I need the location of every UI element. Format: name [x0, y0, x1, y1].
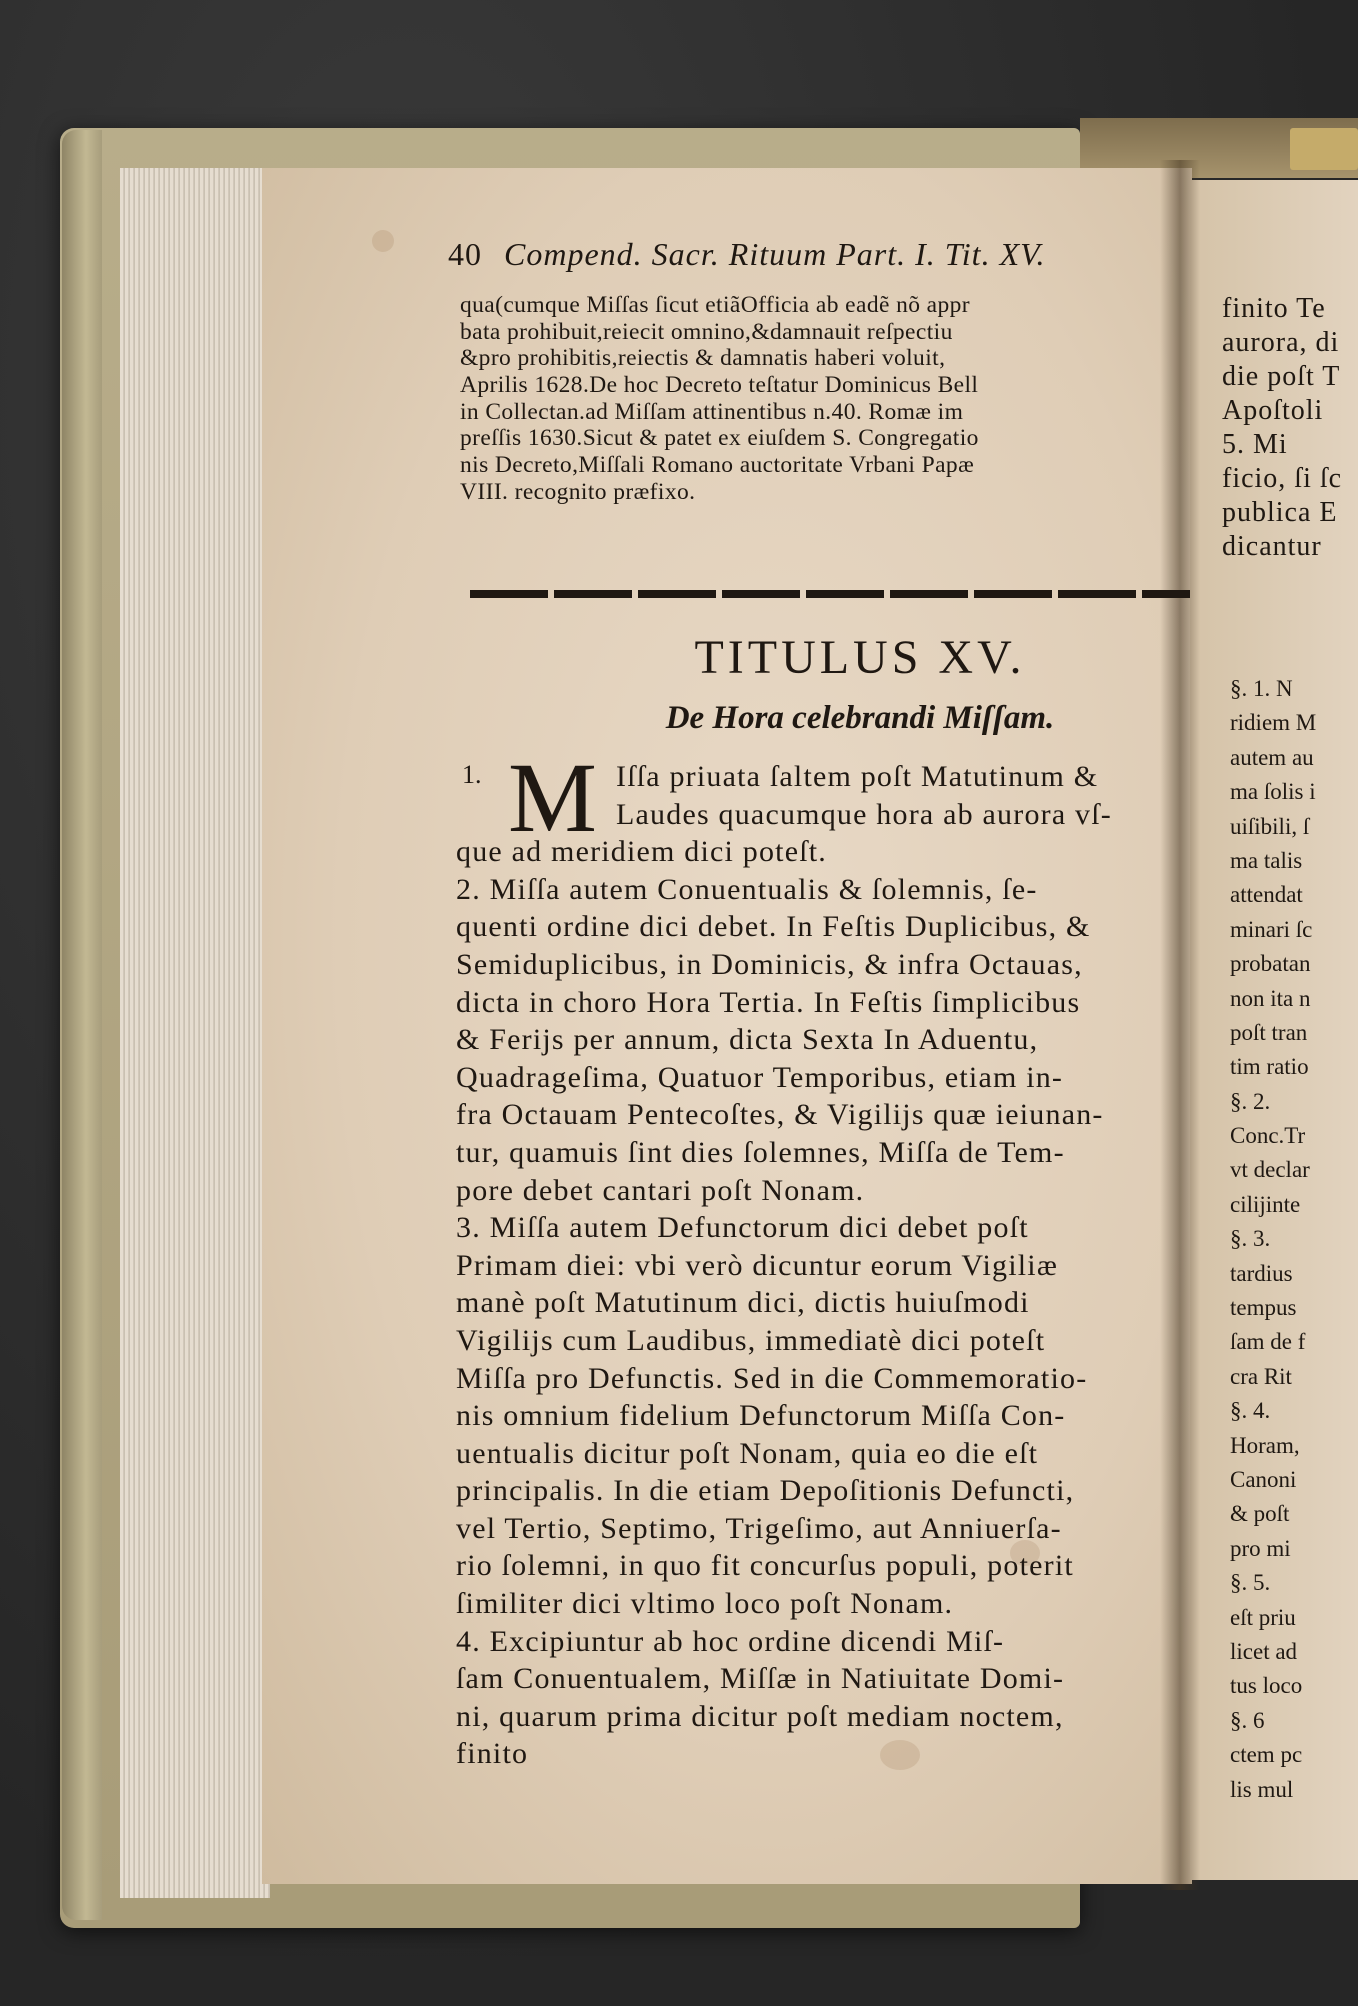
text-line: die poſt T [1222, 361, 1341, 392]
text-line: Semiduplicibus, in Dominicis, & infra Octauas, [456, 947, 1083, 981]
text-line: & Ferijs per annum, dicta Sexta In Aduentu, [456, 1023, 1039, 1057]
text-line: nis Decreto,Miſſali Romano auctoritate Vrbani Papæ [460, 452, 975, 479]
text-line: tempus [1230, 1295, 1297, 1321]
paragraph-number: 1. [462, 760, 482, 789]
text-line: §. 6 [1230, 1707, 1265, 1733]
text-line: ctem pc [1230, 1742, 1303, 1768]
text-line: VIII. recognito præfixo. [460, 478, 696, 505]
text-line: pore debet cantari poſt Nonam. [456, 1173, 865, 1207]
text-line: vel Tertio, Septimo, Trigeſimo, aut Anniuerſa- [456, 1511, 1062, 1545]
main-text [456, 758, 1186, 1773]
text-line: Primam diei: vbi verò dicuntur eorum Vigiliæ [456, 1248, 1059, 1282]
text-line: minari ſc [1230, 916, 1313, 942]
text-line: Miſſa pro Defunctis. Sed in die Commemoratio- [456, 1361, 1088, 1395]
text-line: tim ratio [1230, 1054, 1309, 1080]
text-line: §. 1. N [1230, 676, 1293, 701]
text-line: fra Octauam Pentecoſtes, & Vigilijs quæ ieiunan- [456, 1098, 1104, 1132]
text-line: ma talis [1230, 847, 1303, 873]
text-line: ſam Conuentualem, Miſſæ in Natiuitate Domi- [456, 1662, 1065, 1696]
text-line: tur, quamuis ſint dies ſolemnes, Miſſa de Tem- [456, 1135, 1065, 1169]
text-line: uiſibili, ſ [1230, 813, 1310, 839]
text-line: licet ad [1230, 1638, 1298, 1664]
text-line: publica E [1222, 497, 1338, 528]
text-line: eſt priu [1230, 1604, 1296, 1630]
section-divider [470, 590, 1190, 598]
text-line: probatan [1230, 951, 1311, 977]
section-subtitle: De Hora celebrandi Miſſam. [665, 700, 1055, 736]
text-line: & poſt [1230, 1501, 1290, 1527]
text-line: finito [456, 1737, 529, 1771]
text-line: §. 3. [1230, 1226, 1271, 1252]
text-line: 2. Miſſa autem Conuentualis & ſolemnis, ſe- [456, 872, 1038, 906]
text-line: §. 2. [1230, 1088, 1271, 1114]
text-line: cilijinte [1230, 1191, 1301, 1217]
text-line: §. 4. [1230, 1398, 1271, 1424]
text-line: 5. Mi [1222, 429, 1288, 460]
text-line: ridiem M [1230, 710, 1317, 736]
section-title: TITULUS XV. [694, 631, 1026, 684]
book-spine-edge [62, 130, 102, 1920]
text-line: Canoni [1230, 1466, 1297, 1492]
text-line: Laudes quacumque hora ab aurora vſ- [616, 797, 1112, 831]
spine-label [1290, 128, 1358, 170]
foxing-spot [372, 230, 394, 252]
text-line: quenti ordine dici debet. In Feſtis Duplicibus, & [456, 910, 1091, 944]
text-line: dicantur [1222, 531, 1322, 562]
text-line: nis omnium fidelium Defunctorum Miſſa Con- [456, 1399, 1066, 1433]
text-line: preſſis 1630.Sicut & patet ex eiuſdem S. Congregatio [460, 425, 979, 452]
page-edges [120, 168, 270, 1898]
text-line: lis mul [1230, 1776, 1294, 1802]
text-line: &pro prohibitis,reiectis & damnatis haberi voluit, [460, 345, 946, 372]
text-line: Vigilijs cum Laudibus, immediatè dici poteſt [456, 1323, 1046, 1357]
text-line: qua(cumque Miſſas ſicut etiãOfficia ab eadẽ nõ appr [460, 292, 971, 318]
running-head [448, 236, 1148, 280]
text-line: aurora, di [1222, 327, 1340, 358]
text-line: bata prohibuit,reiecit omnino,&damnauit reſpectiu [460, 318, 953, 345]
running-head-title: Compend. Sacr. Rituum Part. I. Tit. XV. [504, 236, 1046, 272]
right-page-bottom-text [1230, 672, 1358, 1807]
text-line: ma ſolis i [1230, 779, 1316, 805]
text-line: vt declar [1230, 1157, 1310, 1183]
text-line: ni, quarum prima dicitur poſt mediam noctem, [456, 1699, 1064, 1733]
text-line: uentualis dicitur poſt Nonam, quia eo die eſt [456, 1436, 1039, 1470]
text-line: Quadrageſima, Quatuor Temporibus, etiam in- [456, 1060, 1064, 1094]
text-line: dicta in choro Hora Tertia. In Feſtis ſimplicibus [456, 985, 1081, 1019]
text-line: Iſſa priuata ſaltem poſt Matutinum & [616, 760, 1099, 793]
text-line: Conc.Tr [1230, 1123, 1306, 1149]
text-line: Horam, [1230, 1432, 1300, 1458]
text-line: in Collectan.ad Miſſam attinentibus n.40. Romæ im [460, 398, 964, 425]
text-line: principalis. In die etiam Depoſitionis Defuncti, [456, 1474, 1075, 1508]
text-line: attendat [1230, 882, 1303, 908]
text-line: cra Rit [1230, 1363, 1292, 1389]
drop-cap: M [508, 742, 597, 853]
text-line: que ad meridiem dici poteſt. [456, 835, 827, 869]
page-number: 40 [448, 236, 482, 272]
text-line: pro mi [1230, 1535, 1291, 1561]
text-line: poſt tran [1230, 1019, 1308, 1045]
text-line: autem au [1230, 744, 1314, 770]
text-line: tardius [1230, 1260, 1293, 1286]
text-line: Aprilis 1628.De hoc Decreto teſtatur Dominicus Bell [460, 372, 979, 399]
previous-section-text [460, 292, 1190, 506]
text-line: finito Te [1222, 293, 1326, 324]
text-line: non ita n [1230, 985, 1311, 1011]
text-line: rio ſolemni, in quo fit concurſus populi, poterit [456, 1549, 1074, 1583]
right-page-top-text [1222, 292, 1358, 564]
text-line: manè poſt Matutinum dici, dictis huiuſmodi [456, 1286, 1030, 1320]
text-line: §. 5. [1230, 1570, 1271, 1596]
text-line: ſimiliter dici vltimo loco poſt Nonam. [456, 1587, 954, 1621]
text-line: tus loco [1230, 1673, 1303, 1699]
text-line: ſam de f [1230, 1329, 1306, 1355]
text-line: ficio, ſi ſc [1222, 463, 1343, 494]
text-line: Apoſtoli [1222, 395, 1324, 426]
text-line: 3. Miſſa autem Defunctorum dici debet poſt [456, 1211, 1029, 1245]
text-line: 4. Excipiuntur ab hoc ordine dicendi Miſ- [456, 1624, 1005, 1658]
